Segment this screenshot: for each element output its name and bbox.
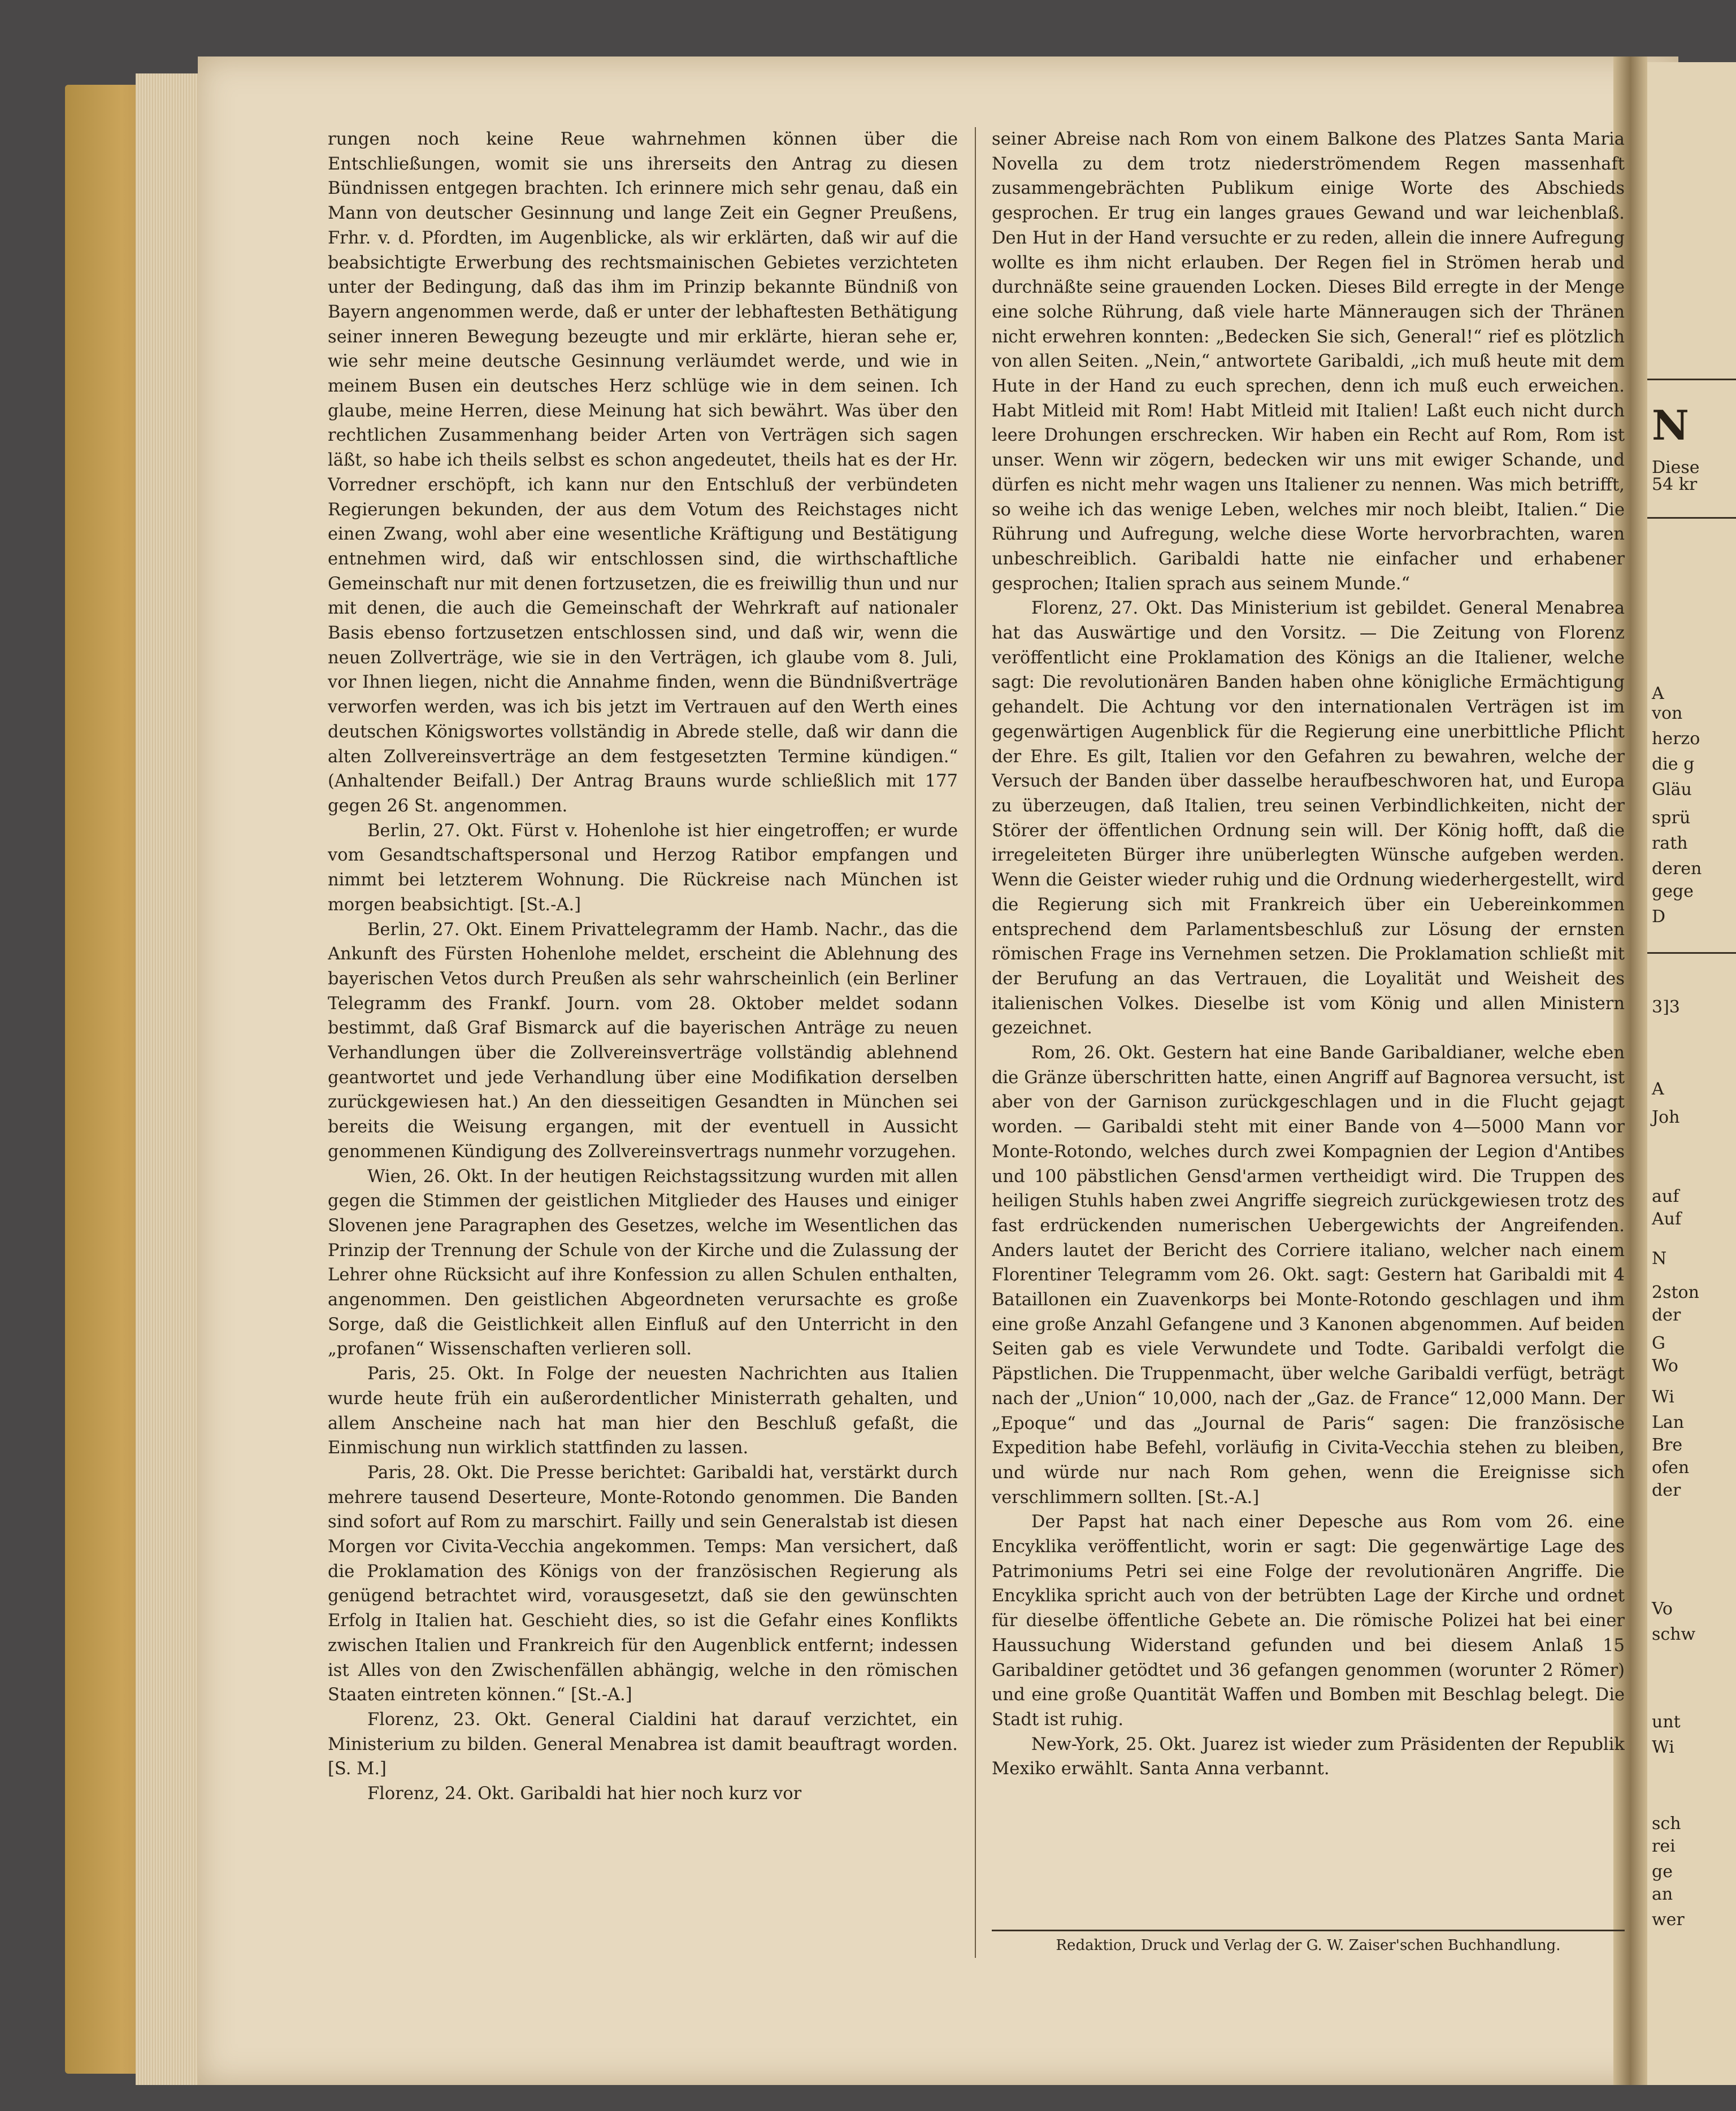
adjacent-page-text: A	[1652, 1079, 1664, 1099]
left-column	[328, 127, 958, 1935]
adjacent-page-text: Joh	[1652, 1107, 1680, 1127]
adjacent-page-text: deren	[1652, 859, 1702, 879]
adjacent-page-text: 54 kr	[1652, 475, 1698, 494]
imprint-rule	[992, 1930, 1625, 1931]
adjacent-page-text: Wi	[1652, 1738, 1674, 1757]
adjacent-page-text: auf	[1652, 1187, 1679, 1206]
article-paragraph: Rom, 26. Okt. Gestern hat eine Bande Garibaldianer, welche eben die Gränze überschritten hatte, einen Angriff auf Bagnorea versucht, ist aber von der Garnison zurückgeschlagen und in die Flucht gejagt worden. — Garibaldi steht mit einer Bande von 4—5000 Mann vor Monte-Rotondo, welches durch zwei Kompagnien der Legion d'Antibes und 100 päbstlichen Gensd'armen vertheidigt wird. Die Truppen des heiligen Stuhls haben zwei Angriffe siegreich zurückgewiesen trotz des fast erdrückenden numerischen Uebergewichts der Angreifenden. Anders lautet der Bericht des Corriere italiano, welcher nach einem Florentiner Telegramm vom 26. Okt. sagt: Gestern hat Garibaldi mit 4 Bataillonen ein Zuavenkorps bei Monte-Rotondo geschlagen und ihm eine große Anzahl Gefangene und 3 Kanonen abgenommen. Auf beiden Seiten gab es viele Verwundete und Todte. Garibaldi verfolgt die Päpstlichen. Die Truppenmacht, über welche Garibaldi verfügt, beträgt nach der „Union“ 10,000, nach der „Gaz. de France“ 12,000 Mann. Der „Epoque“ und das „Journal de Paris“ sagen: Die französische Expedition habe Befehl, vorläufig in Civita-Vecchia stehen zu bleiben, und würde nur nach Rom gehen, wenn die Ereignisse sich verschlimmern sollten. [St.-A.]	[992, 1043, 1625, 1508]
adjacent-page-text: G	[1652, 1334, 1665, 1353]
adjacent-page-text: schw	[1652, 1624, 1696, 1644]
adjacent-page-text: der	[1652, 1480, 1681, 1500]
adjacent-page-fragment	[1647, 62, 1736, 2085]
adjacent-page-text: gege	[1652, 881, 1694, 901]
adjacent-page-text: N	[1652, 1249, 1667, 1269]
adjacent-page-text: ge	[1652, 1862, 1673, 1882]
adjacent-page-text: der	[1652, 1305, 1681, 1325]
article-paragraph: Der Papst hat nach einer Depesche aus Rom vom 26. eine Encyklika veröffentlicht, worin er sagt: Die gegenwärtige Lage des Patrimoniums Petri sei eine Folge der revolutionären Angriffe. Die Encyklika spricht auch von der betrübten Lage der Kirche und ordnet für dieselbe öffentliche Gebete an. Die römische Polizei hat bei einer Haussuchung Widerstand gefunden und bei diesem Anlaß 15 Garibaldiner getödtet und 36 gefangen genommen (worunter 2 Römer) und eine große Quantität Waffen und Bomben mit Beschlag belegt. Die Stadt ist ruhig.	[992, 1512, 1625, 1730]
adjacent-page-text: sch	[1652, 1814, 1681, 1834]
article-paragraph: Florenz, 24. Okt. Garibaldi hat hier noch kurz vor	[367, 1784, 802, 1804]
article-paragraph: New-York, 25. Okt. Juarez ist wieder zum Präsidenten der Republik Mexiko erwählt. Santa Anna verbannt.	[992, 1734, 1625, 1779]
article-paragraph: Berlin, 27. Okt. Einem Privattelegramm der Hamb. Nachr., das die Ankunft des Fürsten Hohenlohe meldet, erscheint die Ablehnung des bayerischen Vetos durch Preußen als sehr wahrscheinlich (ein Berliner Telegramm des Frankf. Journ. vom 28. Oktober meldet sodann bestimmt, daß Graf Bismarck auf die bayerischen Anträge zu neuen Verhandlungen über die Zollvereinsverträge vollständig ablehnend geantwortet und jede Verhandlung über eine Modifikation derselben zurückgewiesen hat.) An den diesseitigen Gesandten in München sei bereits die Weisung ergangen, mit der eventuell in Aussicht genommenen Kündigung des Zollvereinsvertrags nunmehr vorzugehen.	[328, 919, 958, 1162]
adjacent-page-text: A	[1652, 684, 1664, 703]
adjacent-page-text: Auf	[1652, 1209, 1682, 1229]
adjacent-page-text: Bre	[1652, 1435, 1683, 1455]
adjacent-page-text: sprü	[1652, 808, 1691, 828]
adjacent-page-text: unt	[1652, 1712, 1681, 1732]
adjacent-page-text: von	[1652, 703, 1683, 723]
adjacent-page-text: ofen	[1652, 1458, 1690, 1478]
adjacent-page-text: Gläu	[1652, 780, 1692, 800]
adjacent-page-text: rath	[1652, 833, 1688, 853]
article-paragraph: Berlin, 27. Okt. Fürst v. Hohenlohe ist hier eingetroffen; er wurde vom Gesandtschaftspersonal und Herzog Ratibor empfangen und nimmt bei letzterem Wohnung. Die Rückreise nach München ist morgen beabsichtigt. [St.-A.]	[328, 820, 958, 915]
article-paragraph: Florenz, 23. Okt. General Cialdini hat darauf verzichtet, ein Ministerium zu bilden. General Menabrea ist damit beauftragt worden. [S. M.]	[328, 1710, 958, 1779]
adjacent-page-text: Diese	[1652, 458, 1700, 477]
adjacent-page-text: wer	[1652, 1910, 1685, 1930]
article-paragraph: Paris, 25. Okt. In Folge der neuesten Nachrichten aus Italien wurde heute früh ein außerordentlicher Ministerrath gehalten, und allem Anscheine nach hat man hier den Beschluß gefaßt, die Einmischung nun wirklich stattfinden zu lassen.	[328, 1364, 958, 1458]
article-paragraph: rungen noch keine Reue wahrnehmen können über die Entschließungen, womit sie uns ihrerseits den Antrag zu diesen Bündnissen entgegen brachten. Ich erinnere mich sehr genau, daß ein Mann von deutscher Gesinnung und lange Zeit ein Gegner Preußens, Frhr. v. d. Pfordten, im Augenblicke, als wir erklärten, daß wir auf die beabsichtigte Erwerbung des rechtsmainischen Gebietes verzichteten unter der Bedingung, daß das ihm im Prinzip bekannte Bündniß von Bayern angenommen werde, daß er unter der lebhaftesten Bethätigung seiner inneren Bewegung bezeugte und mir erklärte, hieran sehe er, wie sehr meine deutsche Gesinnung verläumdet werde, und wie in meinem Busen ein deutsches Herz schlüge wie in dem seinen. Ich glaube, meine Herren, diese Meinung hat sich bewährt. Was über den rechtlichen Zusammenhang beider Arten von Verträgen sich sagen läßt, so habe ich theils selbst es schon angedeutet, theils hat es der Hr. Vorredner erschöpft, ich kann nur den Entschluß der verbündeten Regierungen bekunden, der aus dem Votum des Reichstages nicht einen Zwang, wohl aber eine wesentliche Kräftigung und Bestätigung entnehmen wird, daß wir entschlossen sind, die wirthschaftliche Gemeinschaft nur mit denen fortzusetzen, die es freiwillig thun und nur mit denen, die auch die Gemeinschaft der Wehrkraft auf nationaler Basis ebenso fortzusetzen entschlossen sind, und daß wir, wenn die neuen Zollverträge, wie sie in den Verträgen, ich glaube vom 8. Juli, vor Ihnen liegen, nicht die Annahme finden, wenn die Bündnißverträge verworfen werden, was ich bis jetzt im Vertrauen auf den Werth eines deutschen Königswortes vollständig in Abrede stelle, daß wir dann die alten Zollvereinsverträge an dem festgesetzten Termine kündigen.“ (Anhaltender Beifall.) Der Antrag Brauns wurde schließlich mit 177 gegen 26 St. angenommen.	[328, 129, 958, 816]
adjacent-page-text: Wo	[1652, 1356, 1678, 1376]
adjacent-page-text: rei	[1652, 1836, 1676, 1856]
imprint-line: Redaktion, Druck und Verlag der G. W. Zaiser'schen Buchhandlung.	[1056, 1937, 1561, 1954]
adjacent-page-text: Wi	[1652, 1387, 1674, 1407]
article-paragraph: Florenz, 27. Okt. Das Ministerium ist gebildet. General Menabrea hat das Auswärtige und den Vorsitz. — Die Zeitung von Florenz veröffentlicht eine Proklamation des Königs an die Italiener, welche sagt: Die revolutionären Banden haben ohne königliche Ermächtigung gehandelt. Die Achtung vor den internationalen Verträgen ist im gegenwärtigen Augenblick für die Regierung eine unerbittliche Pflicht der Ehre. Es gilt, Italien vor den Gefahren zu bewahren, welche der Versuch der Banden über dasselbe heraufbeschworen hat, und Europa zu überzeugen, daß Italien, treu seinen Verbindlichkeiten, nicht der Störer der öffentlichen Ordnung sein will. Der König hofft, daß die irregeleiteten Bürger ihre unüberlegten Wünsche aufgeben werden. Wenn die Geister wieder ruhig und die Ordnung wiederhergestellt, wird die Regierung sich mit Frankreich über ein Uebereinkommen entsprechend dem Parlamentsbeschluß zur Lösung der ernsten römischen Frage ins Vernehmen setzen. Die Proklamation schließt mit der Berufung an das Vertrauen, die Loyalität und Weisheit des italienischen Volkes. Dieselbe ist vom König und allen Ministern gezeichnet.	[992, 598, 1625, 1039]
right-column	[992, 127, 1625, 1935]
adjacent-page-rule	[1647, 379, 1736, 380]
adjacent-page-text: an	[1652, 1884, 1673, 1904]
adjacent-page-rule	[1647, 952, 1736, 954]
adjacent-page-rule	[1647, 517, 1736, 519]
adjacent-page-text: 3]3	[1652, 997, 1680, 1017]
article-paragraph: seiner Abreise nach Rom von einem Balkone des Platzes Santa Maria Novella zu dem trotz niederströmendem Regen massenhaft zusammengebrächten Publikum einige Worte des Abschieds gesprochen. Er trug ein langes graues Gewand und war leichenblaß. Den Hut in der Hand versuchte er zu reden, allein die innere Aufregung wollte es ihm nicht erlauben. Der Regen fiel in Strömen herab und durchnäßte seine grauenden Locken. Dieses Bild erregte in der Menge eine solche Rührung, daß viele harte Männeraugen sich der Thränen nicht erwehren konnten: „Bedecken Sie sich, General!“ rief es plötzlich von allen Seiten. „Nein,“ antwortete Garibaldi, „ich muß heute mit dem Hute in der Hand zu euch sprechen, denn ich muß euch erweichen. Habt Mitleid mit Rom! Habt Mitleid mit Italien! Laßt euch nicht durch leere Drohungen erschrecken. Wir haben ein Recht auf Rom, Rom ist unser. Wenn wir zögern, bedecken wir uns mit ewiger Schande, und dürfen es nicht mehr wagen uns Italiener zu nennen. Was mich betrifft, so weihe ich das wenige Leben, welches mir noch bleibt, Italien.“ Die Rührung und Aufregung, welche diese Worte hervorbrachten, waren unbeschreiblich. Garibaldi hatte nie einfacher und erhabener gesprochen; Italien sprach aus seinem Munde.“	[992, 129, 1625, 594]
column-divider	[975, 127, 976, 1958]
article-paragraph: Paris, 28. Okt. Die Presse berichtet: Garibaldi hat, verstärkt durch mehrere tausend Deserteure, Monte-Rotondo genommen. Die Banden sind sofort auf Rom zu marschirt. Failly und sein Generalstab ist diesen Morgen vor Civita-Vecchia angekommen. Temps: Man versichert, daß die Proklamation des Königs von der französischen Regierung als genügend betrachtet wird, vorausgesetzt, daß sie den gewünschten Erfolg in Italien hat. Geschieht dies, so ist die Gefahr eines Konflikts zwischen Italien und Frankreich für den Augenblick entfernt; indessen ist Alles von den Zwischenfällen abhängig, welche in den römischen Staaten eintreten können.“ [St.-A.]	[328, 1462, 958, 1705]
article-paragraph: Wien, 26. Okt. In der heutigen Reichstagssitzung wurden mit allen gegen die Stimmen der geistlichen Mitglieder des Hauses und einiger Slovenen jene Paragraphen des Gesetzes, welche im Wesentlichen das Prinzip der Trennung der Schule von der Kirche und die Zulassung der Lehrer ohne Rücksicht auf ihre Konfession zu allen Schulen enthalten, angenommen. Den geistlichen Abgeordneten verursachte es große Sorge, daß die Geistlichkeit allen Einfluß auf den Unterricht in den „profanen“ Wissenschaften verlieren soll.	[328, 1166, 958, 1359]
adjacent-page-text: Vo	[1652, 1599, 1673, 1619]
adjacent-page-text: herzo	[1652, 729, 1700, 749]
adjacent-page-text: N	[1652, 401, 1689, 449]
adjacent-page-text: Lan	[1652, 1413, 1685, 1432]
adjacent-page-text: die g	[1652, 754, 1695, 774]
adjacent-page-text: D	[1652, 907, 1666, 927]
adjacent-page-text: 2ston	[1652, 1283, 1699, 1302]
